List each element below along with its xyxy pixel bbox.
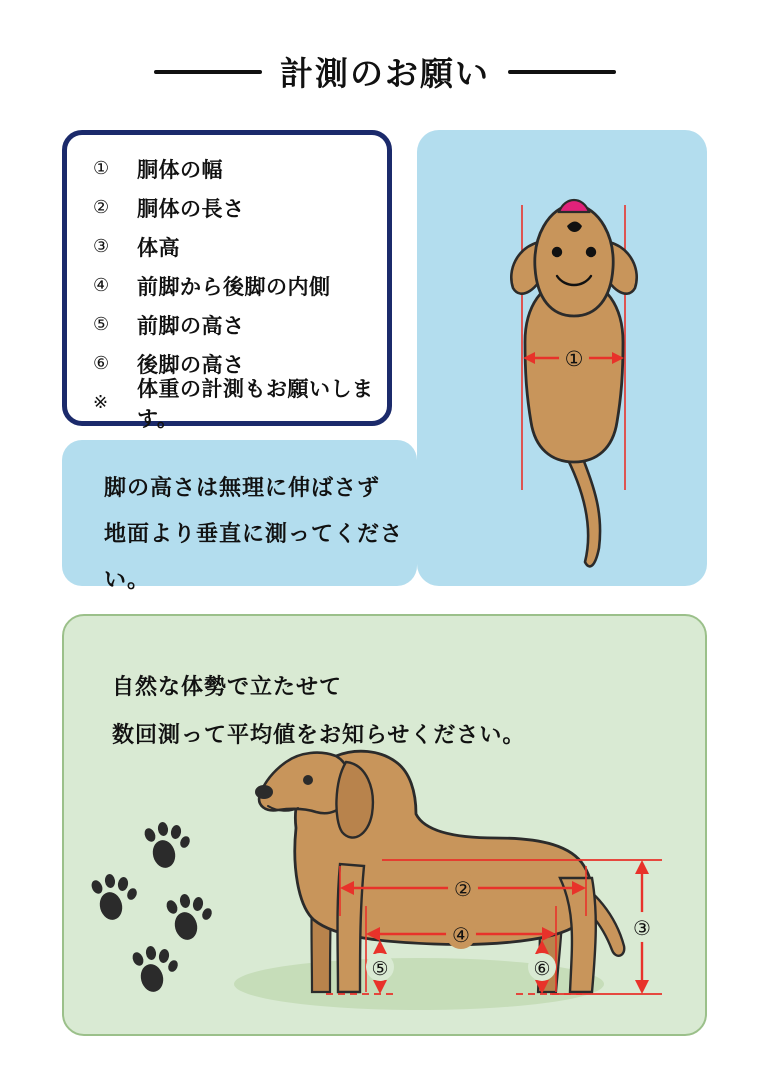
dog-eye-left bbox=[552, 247, 562, 257]
list-item-number: ④ bbox=[93, 275, 110, 296]
paw-print-2 bbox=[90, 873, 139, 922]
list-item-label: 後脚の高さ bbox=[137, 352, 245, 377]
list-item bbox=[67, 376, 387, 431]
list-item bbox=[67, 149, 387, 188]
dog-hat bbox=[559, 200, 589, 212]
green-note-line-2: 数回測って平均値をお知らせください。 bbox=[112, 723, 526, 748]
top-view-panel bbox=[417, 130, 707, 586]
list-item bbox=[67, 305, 387, 344]
list-item bbox=[67, 227, 387, 266]
title-rule-right bbox=[508, 70, 616, 74]
blue-note-box bbox=[62, 440, 417, 593]
top-view-dog-illustration bbox=[417, 130, 707, 586]
list-item-number: ※ bbox=[93, 392, 109, 413]
list-item bbox=[67, 266, 387, 305]
list-item-number: ③ bbox=[93, 236, 110, 257]
measure-label-1: ① bbox=[564, 347, 584, 371]
title-rule-left bbox=[154, 70, 262, 74]
list-item-label: 体高 bbox=[137, 235, 180, 260]
paw-print-1 bbox=[143, 821, 192, 870]
list-item-number: ① bbox=[93, 158, 110, 179]
measure-label-4: ④ bbox=[452, 923, 470, 947]
list-item-label: 胴体の長さ bbox=[137, 196, 245, 221]
list-item-label: 前脚から後脚の内側 bbox=[137, 274, 331, 299]
measure-label-6: ⑥ bbox=[533, 958, 551, 980]
page-title bbox=[0, 48, 770, 95]
paw-print-3 bbox=[165, 893, 214, 942]
blue-note-line-1: 脚の高さは無理に伸ばさず bbox=[104, 476, 381, 501]
paw-print-4 bbox=[131, 945, 180, 994]
list-item-number: ② bbox=[93, 197, 110, 218]
list-item-label: 胴体の幅 bbox=[137, 157, 223, 182]
list-item bbox=[67, 188, 387, 227]
list-item-number: ⑤ bbox=[93, 314, 110, 335]
title-text: 計測のお願い bbox=[280, 54, 490, 93]
list-item-label: 体重の計測もお願いします。 bbox=[137, 376, 374, 431]
list-item-label: 前脚の高さ bbox=[137, 313, 245, 338]
measure-arrow-height bbox=[627, 860, 657, 994]
dog-nose-side bbox=[255, 785, 273, 799]
green-note-line-1: 自然な体勢で立たせて bbox=[112, 675, 343, 700]
measure-label-3: ③ bbox=[633, 916, 651, 940]
dog-eye-side bbox=[303, 775, 313, 785]
blue-note-line-2: 地面より垂直に測ってください。 bbox=[104, 522, 404, 593]
measure-label-2: ② bbox=[454, 877, 472, 901]
dog-head-top-view bbox=[535, 204, 613, 316]
measurement-list bbox=[62, 130, 392, 431]
side-view-panel bbox=[62, 614, 707, 1036]
dog-eye-right bbox=[586, 247, 596, 257]
list-item-number: ⑥ bbox=[93, 353, 110, 374]
measure-label-5: ⑤ bbox=[371, 958, 389, 980]
side-view-dog-illustration bbox=[64, 616, 709, 1038]
